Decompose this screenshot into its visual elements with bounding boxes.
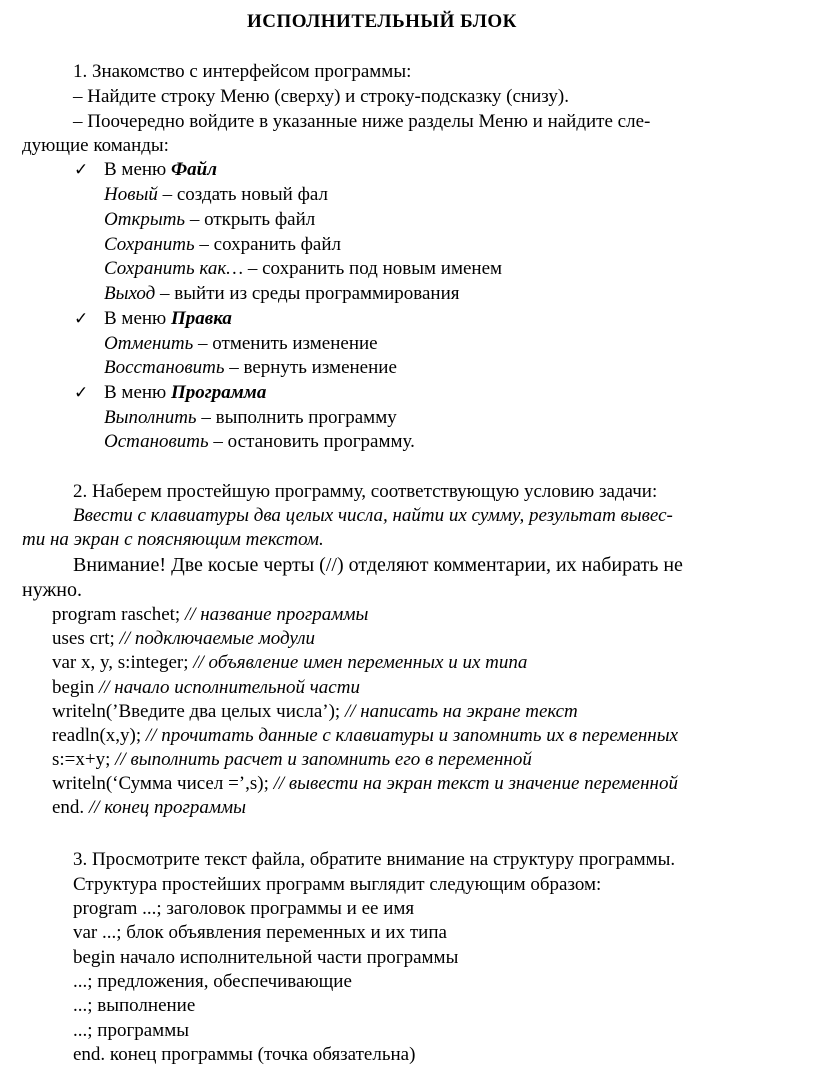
structure-line: ...; выполнение: [73, 995, 196, 1016]
menu-command: Новый – создать новый фал: [104, 184, 328, 205]
section-1-heading: 1. Знакомство с интерфейсом программы:: [73, 61, 412, 82]
instruction-line: – Найдите строку Меню (сверху) и строку-подсказку (снизу).: [73, 86, 569, 107]
checkmark-icon: ✓: [74, 160, 89, 180]
menu-command: Выполнить – выполнить программу: [104, 407, 397, 428]
instruction-line: – Поочередно войдите в указанные ниже разделы Меню и найдите сле-: [73, 111, 651, 132]
menu-command: Сохранить – сохранить файл: [104, 234, 341, 255]
section-2-heading: 2. Наберем простейшую программу, соответствующую условию задачи:: [73, 481, 658, 502]
code-line: s:=x+y; // выполнить расчет и запомнить его в переменной: [52, 749, 532, 770]
task-text: Ввести с клавиатуры два целых числа, найти их сумму, результат вывес-: [73, 505, 673, 526]
structure-line: Структура простейших программ выглядит следующим образом:: [73, 874, 602, 895]
menu-heading-file: ✓ В меню Файл: [74, 159, 217, 180]
code-line: uses crt; // подключаемые модули: [52, 628, 316, 649]
section-3-heading: 3. Просмотрите текст файла, обратите внимание на структуру программы.: [73, 849, 676, 870]
checkmark-icon: ✓: [74, 309, 89, 329]
menu-command: Выход – выйти из среды программирования: [104, 283, 460, 304]
structure-line: end. конец программы (точка обязательна): [73, 1044, 416, 1065]
structure-line: ...; программы: [73, 1020, 189, 1041]
checkmark-icon: ✓: [74, 383, 89, 403]
structure-line: program ...; заголовок программы и ее имя: [73, 898, 415, 919]
code-line: writeln(‘Сумма чисел =’,s); // вывести на экран текст и значение переменной: [52, 773, 678, 794]
menu-heading-edit: ✓ В меню Правка: [74, 308, 232, 329]
page-title: ИСПОЛНИТЕЛЬНЫЙ БЛОК: [247, 11, 517, 32]
task-text: ти на экран с поясняющим текстом.: [22, 529, 324, 550]
menu-command: Открыть – открыть файл: [104, 209, 316, 230]
code-line: begin // начало исполнительной части: [52, 677, 360, 698]
menu-command: Остановить – остановить программу.: [104, 431, 415, 452]
menu-heading-program: ✓ В меню Программа: [74, 382, 267, 403]
code-line: program raschet; // название программы: [52, 604, 369, 625]
code-line: var x, y, s:integer; // объявление имен переменных и их типа: [52, 652, 528, 673]
menu-command: Восстановить – вернуть изменение: [104, 357, 397, 378]
structure-line: begin начало исполнительной части программы: [73, 947, 459, 968]
structure-line: ...; предложения, обеспечивающие: [73, 971, 352, 992]
code-line: writeln(’Введите два целых числа’); // написать на экране текст: [52, 701, 578, 722]
structure-line: var ...; блок объявления переменных и их типа: [73, 922, 447, 943]
menu-command: Сохранить как… – сохранить под новым именем: [104, 258, 503, 279]
note-text: нужно.: [22, 579, 82, 601]
code-line: readln(x,y); // прочитать данные с клавиатуры и запомнить их в переменных: [52, 725, 679, 746]
code-line: end. // конец программы: [52, 797, 247, 818]
note-text: Внимание! Две косые черты (//) отделяют комментарии, их набирать не: [73, 554, 683, 576]
instruction-line: дующие команды:: [22, 135, 169, 156]
menu-command: Отменить – отменить изменение: [104, 333, 378, 354]
